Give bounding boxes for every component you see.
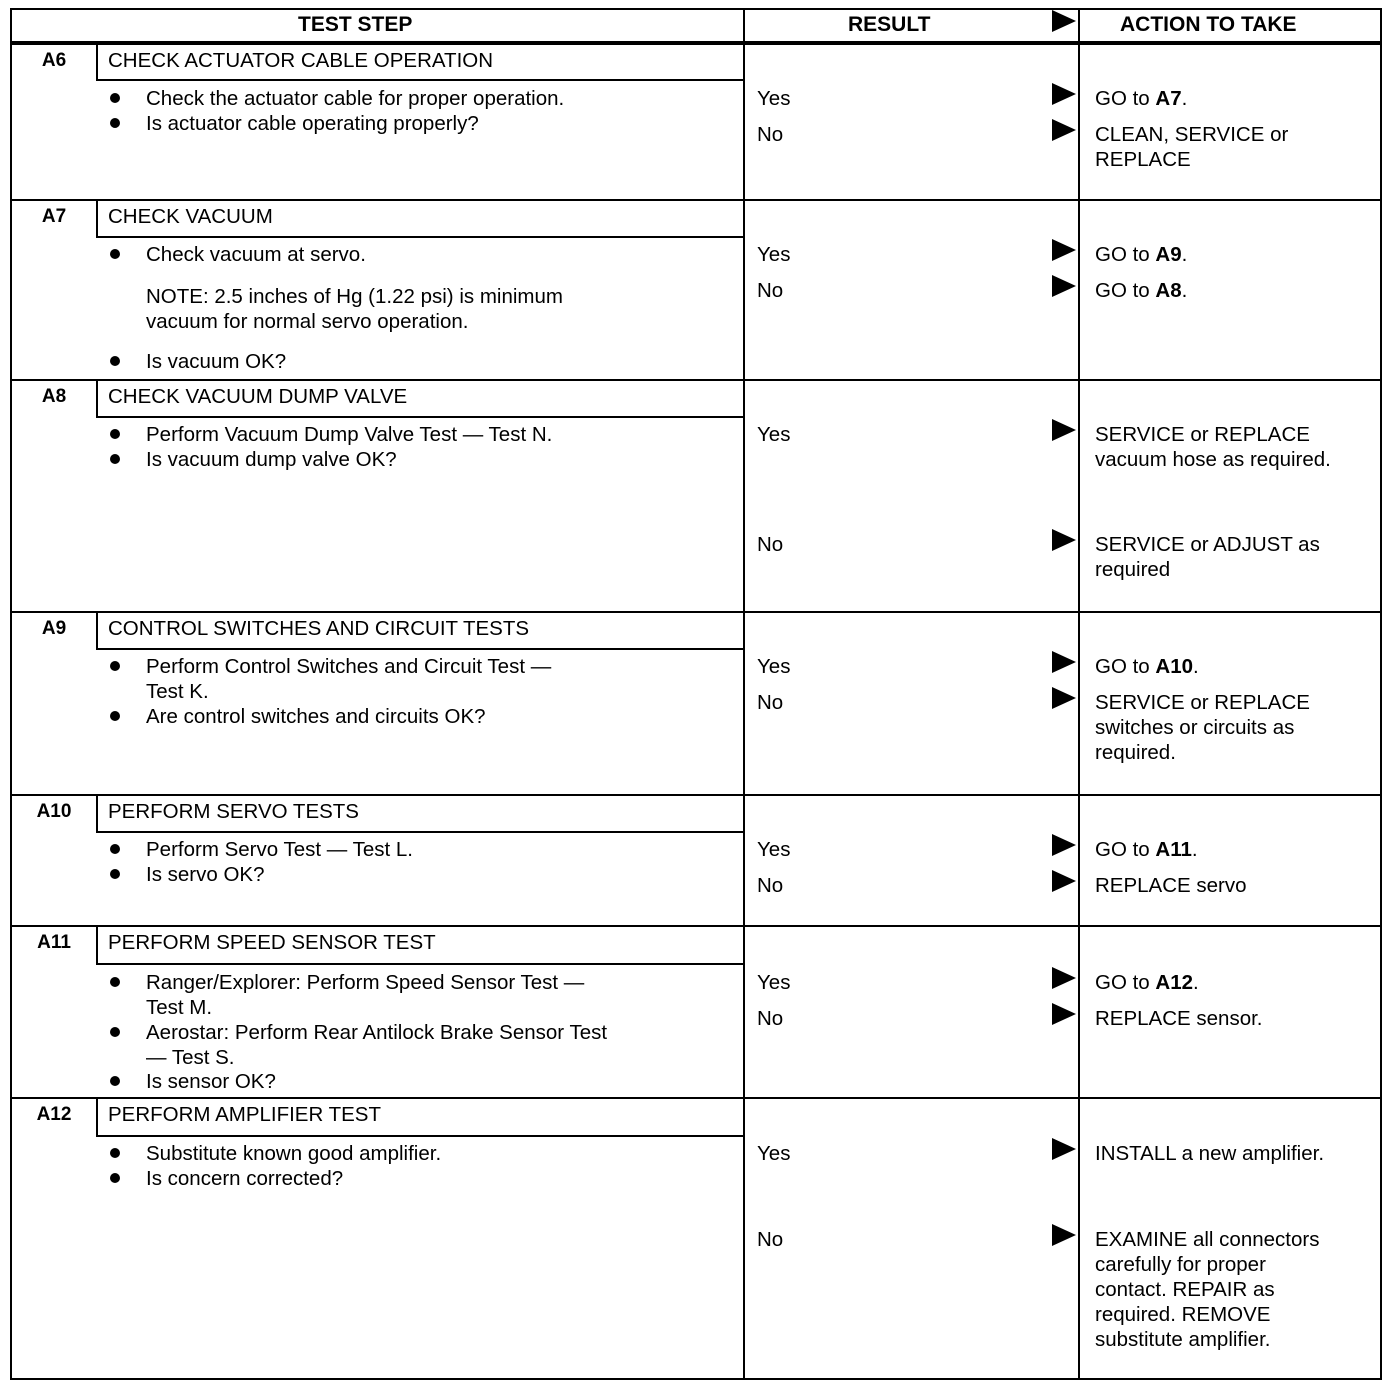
arrow-icon	[1052, 83, 1076, 105]
arrow-icon	[1052, 239, 1076, 261]
result-label: Yes	[757, 655, 791, 678]
action-text: GO to A11.	[1095, 838, 1198, 861]
table-rule	[10, 379, 1382, 381]
step-instruction: — Test S.	[146, 1046, 235, 1069]
bullet-icon	[110, 118, 120, 128]
table-rule	[1380, 8, 1382, 1380]
arrow-icon	[1052, 651, 1076, 673]
result-label: Yes	[757, 1142, 791, 1165]
step-code: A8	[41, 386, 67, 407]
table-rule	[96, 379, 98, 418]
step-title: CONTROL SWITCHES AND CIRCUIT TESTS	[108, 617, 530, 640]
table-rule	[10, 43, 1382, 45]
arrow-icon	[1052, 275, 1076, 297]
step-instruction: Substitute known good amplifier.	[146, 1142, 442, 1165]
table-rule	[96, 831, 745, 833]
bullet-icon	[110, 356, 120, 366]
step-instruction: Aerostar: Perform Rear Antilock Brake Sensor Test	[146, 1021, 608, 1044]
arrow-icon	[1052, 687, 1076, 709]
bullet-icon	[110, 1076, 120, 1086]
table-rule	[96, 648, 745, 650]
header-result: RESULT	[848, 13, 931, 36]
table-rule	[10, 1378, 1382, 1380]
table-rule	[1078, 8, 1080, 1380]
action-text: INSTALL a new amplifier.	[1095, 1142, 1325, 1165]
step-instruction: Test M.	[146, 996, 213, 1019]
table-rule	[10, 794, 1382, 796]
table-rule	[10, 925, 1382, 927]
bullet-icon	[110, 93, 120, 103]
step-title: CHECK ACTUATOR CABLE OPERATION	[108, 49, 494, 72]
action-text: SERVICE or ADJUST as	[1095, 533, 1320, 556]
action-text: GO to A9.	[1095, 243, 1188, 266]
table-rule	[96, 43, 98, 81]
action-text: CLEAN, SERVICE or	[1095, 123, 1289, 146]
step-instruction: Ranger/Explorer: Perform Speed Sensor Test —	[146, 971, 585, 994]
bullet-icon	[110, 429, 120, 439]
step-instruction: Perform Servo Test — Test L.	[146, 838, 413, 861]
step-instruction: Test K.	[146, 680, 209, 703]
table-rule	[96, 1135, 745, 1137]
bullet-icon	[110, 661, 120, 671]
table-rule	[743, 8, 745, 1380]
bullet-icon	[110, 977, 120, 987]
step-instruction: Is actuator cable operating properly?	[146, 112, 479, 135]
result-label: No	[757, 874, 784, 897]
header-arrow-icon	[1052, 10, 1076, 32]
action-text: EXAMINE all connectors	[1095, 1228, 1320, 1251]
table-rule	[10, 8, 1382, 10]
bullet-icon	[110, 1173, 120, 1183]
step-title: CHECK VACUUM DUMP VALVE	[108, 385, 408, 408]
table-rule	[96, 963, 745, 965]
action-text: REPLACE	[1095, 148, 1191, 171]
action-text: SERVICE or REPLACE	[1095, 423, 1310, 446]
step-code: A10	[36, 801, 72, 822]
table-rule	[10, 8, 12, 1380]
result-label: Yes	[757, 423, 791, 446]
step-instruction: Check vacuum at servo.	[146, 243, 366, 266]
table-rule	[10, 199, 1382, 201]
action-text: switches or circuits as	[1095, 716, 1295, 739]
action-text: vacuum hose as required.	[1095, 448, 1331, 471]
arrow-icon	[1052, 870, 1076, 892]
bullet-icon	[110, 1148, 120, 1158]
table-rule	[96, 794, 98, 833]
action-text: required.	[1095, 741, 1176, 764]
step-instruction: Perform Vacuum Dump Valve Test — Test N.	[146, 423, 553, 446]
bullet-icon	[110, 454, 120, 464]
step-code: A12	[36, 1104, 72, 1125]
step-instruction: Is servo OK?	[146, 863, 265, 886]
step-title: PERFORM AMPLIFIER TEST	[108, 1103, 381, 1126]
step-instruction: Is concern corrected?	[146, 1167, 344, 1190]
bullet-icon	[110, 711, 120, 721]
step-code: A11	[37, 932, 71, 953]
step-note: NOTE: 2.5 inches of Hg (1.22 psi) is minimum	[146, 285, 563, 308]
step-instruction: Is vacuum OK?	[146, 350, 287, 373]
arrow-icon	[1052, 119, 1076, 141]
result-label: Yes	[757, 971, 791, 994]
step-title: PERFORM SERVO TESTS	[108, 800, 359, 823]
step-instruction: Is vacuum dump valve OK?	[146, 448, 397, 471]
action-text: contact. REPAIR as	[1095, 1278, 1275, 1301]
result-label: Yes	[757, 87, 791, 110]
result-label: No	[757, 691, 784, 714]
table-rule	[10, 611, 1382, 613]
action-text: SERVICE or REPLACE	[1095, 691, 1310, 714]
action-text: carefully for proper	[1095, 1253, 1266, 1276]
action-text: required	[1095, 558, 1171, 581]
step-title: PERFORM SPEED SENSOR TEST	[108, 931, 436, 954]
action-text: GO to A7.	[1095, 87, 1188, 110]
step-instruction: Check the actuator cable for proper operation.	[146, 87, 565, 110]
header-action: ACTION TO TAKE	[1120, 13, 1297, 36]
action-text: GO to A8.	[1095, 279, 1188, 302]
step-code: A9	[41, 618, 67, 639]
arrow-icon	[1052, 1003, 1076, 1025]
action-text: REPLACE sensor.	[1095, 1007, 1263, 1030]
arrow-icon	[1052, 529, 1076, 551]
table-rule	[96, 416, 745, 418]
step-instruction: Are control switches and circuits OK?	[146, 705, 486, 728]
table-rule	[96, 925, 98, 965]
action-text: substitute amplifier.	[1095, 1328, 1271, 1351]
action-text: required. REMOVE	[1095, 1303, 1271, 1326]
step-title: CHECK VACUUM	[108, 205, 273, 228]
arrow-icon	[1052, 1224, 1076, 1246]
arrow-icon	[1052, 419, 1076, 441]
step-note: vacuum for normal servo operation.	[146, 310, 469, 333]
action-text: REPLACE servo	[1095, 874, 1247, 897]
table-rule	[96, 79, 745, 81]
action-text: GO to A10.	[1095, 655, 1199, 678]
step-instruction: Perform Control Switches and Circuit Test —	[146, 655, 552, 678]
result-label: No	[757, 123, 784, 146]
bullet-icon	[110, 844, 120, 854]
result-label: No	[757, 1228, 784, 1251]
header-test-step: TEST STEP	[298, 13, 413, 36]
arrow-icon	[1052, 967, 1076, 989]
table-rule	[96, 236, 745, 238]
bullet-icon	[110, 249, 120, 259]
arrow-icon	[1052, 834, 1076, 856]
table-rule	[10, 1097, 1382, 1099]
bullet-icon	[110, 1027, 120, 1037]
result-label: No	[757, 533, 784, 556]
step-code: A7	[41, 206, 67, 227]
action-text: GO to A12.	[1095, 971, 1199, 994]
bullet-icon	[110, 869, 120, 879]
step-instruction: Is sensor OK?	[146, 1070, 276, 1093]
result-label: Yes	[757, 243, 791, 266]
result-label: No	[757, 1007, 784, 1030]
table-rule	[96, 611, 98, 650]
result-label: No	[757, 279, 784, 302]
result-label: Yes	[757, 838, 791, 861]
arrow-icon	[1052, 1138, 1076, 1160]
table-rule	[96, 1097, 98, 1137]
table-rule	[96, 199, 98, 238]
step-code: A6	[41, 50, 67, 71]
